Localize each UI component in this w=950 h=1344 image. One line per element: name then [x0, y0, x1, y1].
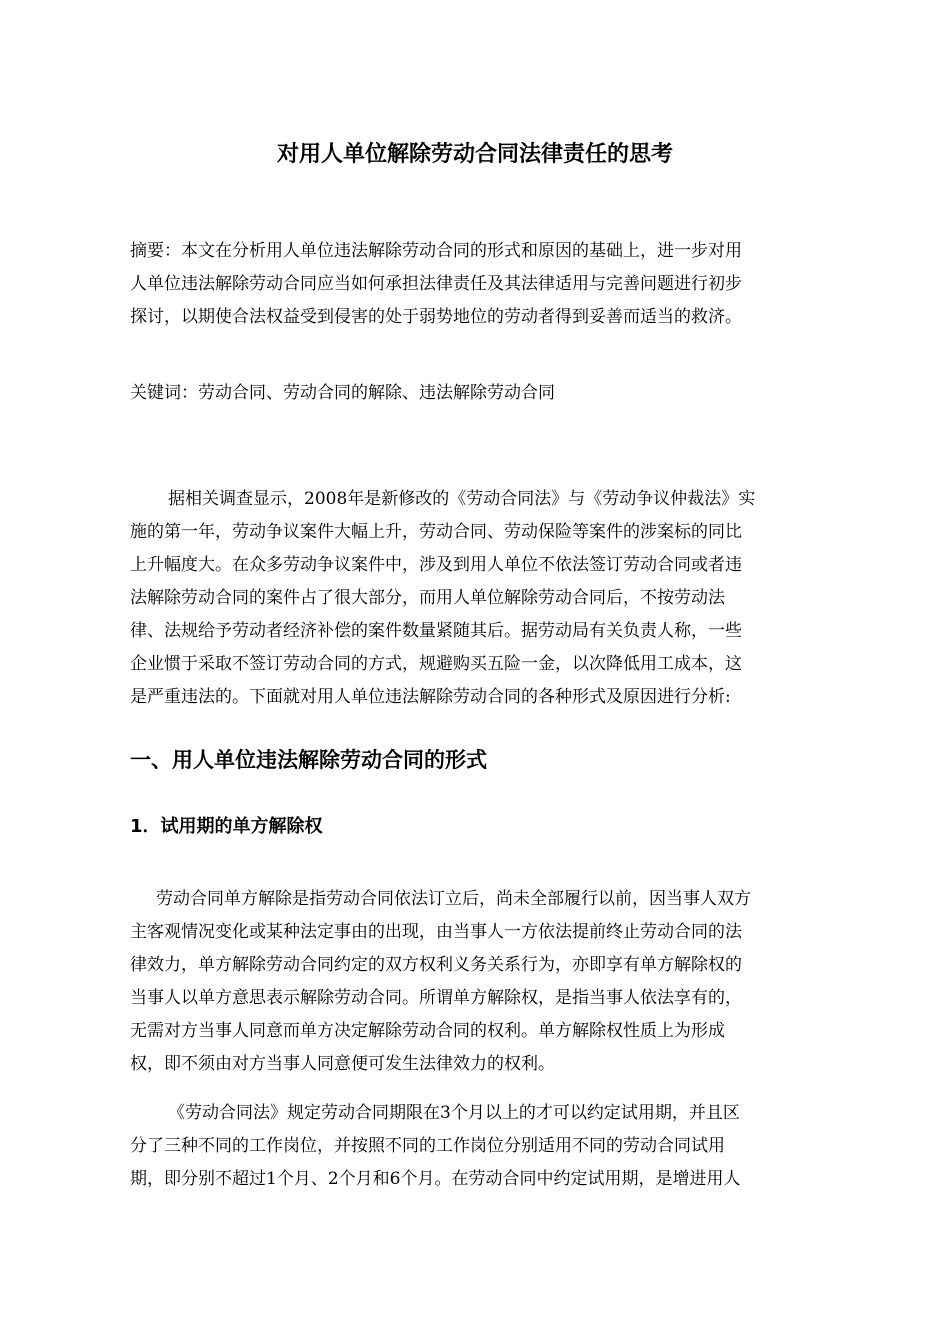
subsection-heading: 1．试用期的单方解除权	[130, 816, 323, 837]
intro-line: 律、法规给予劳动者经济补偿的案件数量紧随其后。据劳动局有关负责人称，一些	[130, 621, 742, 641]
abstract-line: 探讨，以期使合法权益受到侵害的处于弱势地位的劳动者得到妥善而适当的救济。	[130, 307, 742, 327]
body-line: 主客观情况变化或某种法定事由的出现，由当事人一方依法提前终止劳动合同的法	[130, 922, 742, 942]
body-line: 期，即分别不超过1个月、2个月和6个月。在劳动合同中约定试用期，是增进用人	[130, 1169, 741, 1189]
abstract-line: 摘要：本文在分析用人单位违法解除劳动合同的形式和原因的基础上，进一步对用	[130, 241, 742, 261]
keywords-paragraph	[130, 377, 830, 410]
intro-line: 是严重违法的。下面就对用人单位违法解除劳动合同的各种形式及原因进行分析:	[130, 687, 731, 707]
intro-line: 据相关调查显示，2008年是新修改的《劳动合同法》与《劳动争议仲裁法》实	[168, 489, 756, 509]
body-line: 《劳动合同法》规定劳动合同期限在3个月以上的才可以约定试用期，并且区	[168, 1103, 740, 1123]
abstract-paragraph	[130, 235, 830, 334]
body-line: 无需对方当事人同意而单方决定解除劳动合同的权利。单方解除权性质上为形成	[130, 1021, 725, 1041]
keywords-line: 关键词：劳动合同、劳动合同的解除、违法解除劳动合同	[130, 383, 555, 403]
intro-line: 上升幅度大。在众多劳动争议案件中，涉及到用人单位不依法签订劳动合同或者违	[130, 555, 742, 575]
body-paragraph-1	[130, 883, 830, 1081]
body-line: 律效力，单方解除劳动合同约定的双方权利义务关系行为，亦即享有单方解除权的	[130, 955, 742, 975]
body-line: 当事人以单方意思表示解除劳动合同。所谓单方解除权，是指当事人依法享有的，	[130, 988, 742, 1008]
intro-line: 企业惯于采取不签订劳动合同的方式，规避购买五险一金，以次降低用工成本，这	[130, 654, 742, 674]
abstract-line: 人单位违法解除劳动合同应当如何承担法律责任及其法律适用与完善问题进行初步	[130, 274, 742, 294]
body-line: 权，即不须由对方当事人同意便可发生法律效力的权利。	[130, 1054, 555, 1074]
section-heading: 一、用人单位违法解除劳动合同的形式	[130, 748, 487, 772]
intro-line: 法解除劳动合同的案件占了很大部分，而用人单位解除劳动合同后，不按劳动法	[130, 588, 725, 608]
body-paragraph-2	[130, 1097, 830, 1196]
intro-paragraph	[130, 483, 830, 714]
body-line: 劳动合同单方解除是指劳动合同依法订立后，尚未全部履行以前，因当事人双方	[156, 889, 751, 909]
body-line: 分了三种不同的工作岗位，并按照不同的工作岗位分别适用不同的劳动合同试用	[130, 1136, 725, 1156]
document-title: 对用人单位解除劳动合同法律责任的思考	[276, 142, 673, 167]
intro-line: 施的第一年，劳动争议案件大幅上升，劳动合同、劳动保险等案件的涉案标的同比	[130, 522, 742, 542]
